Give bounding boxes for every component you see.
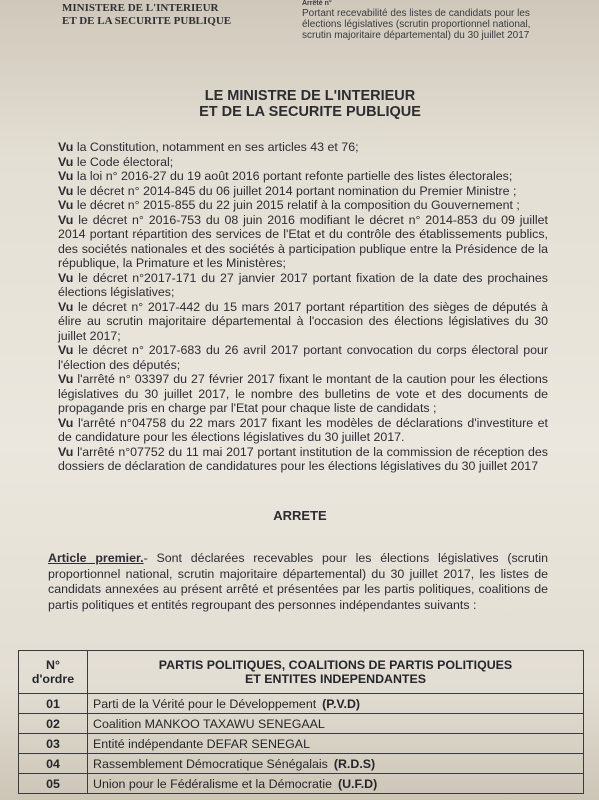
ministry-line-1: MINISTERE DE L'INTERIEUR (62, 2, 219, 14)
party-cell (88, 694, 584, 714)
row-number: 04 (19, 754, 88, 774)
article-premier (48, 551, 548, 613)
column-header-number (19, 651, 88, 694)
ministry-header (62, 2, 262, 28)
table-row (19, 694, 584, 714)
visa-item (58, 213, 548, 271)
visa-item (58, 445, 548, 474)
vu-label: Vu (58, 444, 74, 459)
party-abbreviation: (R.D.S) (333, 756, 376, 771)
column-header-number-line-1: N° (46, 658, 60, 672)
party-cell (88, 734, 584, 754)
column-header-parties (88, 651, 584, 694)
party-abbreviation: (P.V.D) (322, 696, 361, 711)
column-header-parties-line-1: PARTIS POLITIQUES, COALITIONS DE PARTIS POLITIQUES (158, 658, 513, 672)
row-number: 02 (19, 714, 88, 734)
vu-label: Vu (58, 169, 74, 183)
visa-text: la loi n° 2016-27 du 19 août 2016 portant refonte partielle des listes électorales; (76, 169, 513, 183)
vu-label: Vu (58, 154, 74, 169)
party-name: Rassemblement Démocratique Sénégalais (93, 756, 328, 771)
visa-text: le décret n° 2016-753 du 08 juin 2016 modifiant le décret n° 2014-853 du 09 juillet 2014 portant répartition des services de l'Etat et du contrôle des établissements publics, des sociétés nationales et des sociétés à participation publique entre la Présidence de la république, la Primature et les Ministères; (58, 212, 548, 270)
article-text: - Sont déclarées recevables pour les élections législatives (scrutin proportionnel national, scrutin majoritaire départemental) du 30 juillet 2017, les listes de candidats annexées au présent arrêté et présentées par les partis politiques, coalitions de partis politiques et entités regroupant des personnes indépendantes suivants : (48, 551, 548, 612)
visa-text: la Constitution, notamment en ses articles 43 et 76; (76, 140, 359, 154)
visa-item (58, 343, 548, 372)
vu-label: Vu (58, 183, 74, 198)
visa-text: le Code électoral; (76, 154, 174, 169)
decree-reference: Arrêté n° (302, 0, 332, 7)
column-header-number-line-2: d'ordre (31, 672, 75, 686)
visa-item (58, 372, 548, 416)
vu-label: Vu (58, 212, 74, 227)
parties-table (18, 650, 584, 794)
party-cell (88, 754, 584, 774)
visa-item (58, 271, 548, 300)
table-header-row (19, 651, 584, 694)
visa-text: le décret n° 2017-442 du 15 mars 2017 portant répartition des sièges de députés à élire au scrutin majoritaire départemental à l'occasion des élections législatives du 30 juillet 2017; (58, 299, 548, 343)
visa-item (58, 184, 548, 199)
vu-label: Vu (58, 270, 74, 285)
party-name: Parti de la Vérité pour le Développement (93, 696, 317, 711)
visa-text: le décret n° 2017-683 du 26 avril 2017 portant convocation du corps électoral pour l'élection des députés; (58, 343, 548, 372)
arrete-heading: ARRETE (273, 508, 327, 523)
table-row (19, 754, 584, 774)
visa-item (58, 140, 548, 155)
title-line-2: ET DE LA SECURITE PUBLIQUE (199, 104, 421, 120)
party-cell (88, 774, 584, 794)
vu-label: Vu (58, 343, 74, 357)
column-header-parties-line-2: ET ENTITES INDEPENDANTES (244, 672, 427, 686)
vu-label: Vu (58, 198, 74, 212)
page-title (160, 88, 460, 120)
table-row (19, 734, 584, 754)
table-row (19, 714, 584, 734)
visa-text: le décret n°2017-171 du 27 janvier 2017 portant fixation de la date des prochaines élections législatives; (58, 270, 548, 299)
row-number: 01 (19, 694, 88, 714)
visa-text: le décret n° 2014-845 du 06 juillet 2014 portant nomination du Premier Ministre ; (76, 183, 517, 198)
visas-list (58, 140, 548, 474)
title-line-1: LE MINISTRE DE L'INTERIEUR (204, 88, 416, 104)
decree-subject (302, 0, 534, 41)
vu-label: Vu (58, 372, 74, 386)
decree-subject-text: Portant recevabilité des listes de candidats pour les élections législatives (scrutin proportionnel national, scrutin majoritaire départemental) du 30 juillet 2017 (302, 8, 531, 41)
visa-text: le décret n° 2015-855 du 22 juin 2015 relatif à la composition du Gouvernement ; (76, 198, 520, 212)
visa-text: l'arrêté n°07752 du 11 mai 2017 portant institution de la commission de réception des dossiers de déclaration de candidatures pour les élections législatives du 30 juillet 2017 (58, 444, 548, 473)
table-row (19, 774, 584, 794)
party-name: Union pour le Fédéralisme et la Démocratie (93, 776, 332, 791)
party-abbreviation: (U.F.D) (337, 776, 378, 791)
vu-label: Vu (58, 140, 74, 154)
visa-text: l'arrêté n° 03397 du 27 février 2017 fixant le montant de la caution pour les élections législatives du 30 juillet 2017, le nombre des bulletins de vote et des documents de propagande pris en charge par l'Etat pour chaque liste de candidats ; (58, 372, 548, 415)
visa-item (58, 416, 548, 445)
article-label: Article premier. (48, 551, 144, 565)
vu-label: Vu (58, 299, 74, 314)
row-number: 05 (19, 774, 88, 794)
party-cell (88, 714, 584, 734)
visa-item (58, 198, 548, 213)
visa-item (58, 169, 548, 184)
visa-item (58, 155, 548, 170)
ministry-line-2: ET DE LA SECURITE PUBLIQUE (62, 15, 232, 27)
row-number: 03 (19, 734, 88, 754)
vu-label: Vu (58, 415, 74, 430)
party-name: Coalition MANKOO TAXAWU SENEGAAL (93, 716, 325, 731)
visa-text: l'arrêté n°04758 du 22 mars 2017 fixant les modèles de déclarations d'investiture et de candidature pour les élections législatives du 30 juillet 2017. (58, 415, 548, 444)
visa-item (58, 300, 548, 344)
party-name: Entité indépendante DEFAR SENEGAL (93, 736, 310, 751)
